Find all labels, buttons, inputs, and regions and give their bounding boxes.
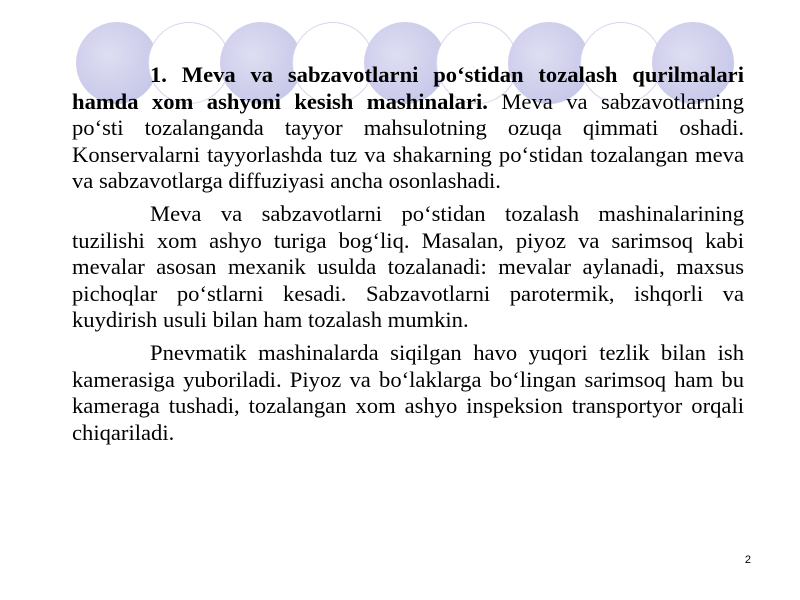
paragraph-text: Pnevmatik mashinalarda siqilgan havo yuqori tezlik bilan ish kamerasiga yuboriladi. Piyoz va bo‘laklarga bo‘lingan sarimsoq ham bu kameraga tushadi, tozalangan xom ashyo inspeksion transportyor orqali chiqariladi. — [72, 339, 744, 445]
section-heading: 1. Meva va sabzavotlarni po‘stidan tozalash qurilmalari hamda xom ashyoni kesish mashinalari. — [72, 62, 744, 114]
page-number: 2 — [744, 554, 751, 566]
paragraph-text: Meva va sabzavotlarning po‘sti tozalanganda tayyor mahsulotning ozuqa qimmati oshadi. Konservalarni tayyorlashda tuz va shakarning po‘stidan tozalangan meva va sabzavotlarga diffuziyasi ancha osonlashadi. — [72, 88, 745, 194]
paragraph-pneumatic — [72, 340, 744, 446]
paragraph-machine-structure — [72, 201, 744, 334]
paragraph-text: Meva va sabzavotlarni po‘stidan tozalash mashinalarining tuzilishi xom ashyo turiga bog‘liq. Masalan, piyoz va sarimsoq kabi mevalar asosan mexanik usulda tozalanadi: mevalar aylanadi, maxsus pichoqlar po‘stlarni kesadi. Sabzavotlarni parotermik, ishqorli va kuydirish usuli bilan ham tozalash mumkin. — [72, 200, 744, 333]
slide-body — [72, 62, 744, 452]
paragraph-intro — [72, 62, 744, 195]
